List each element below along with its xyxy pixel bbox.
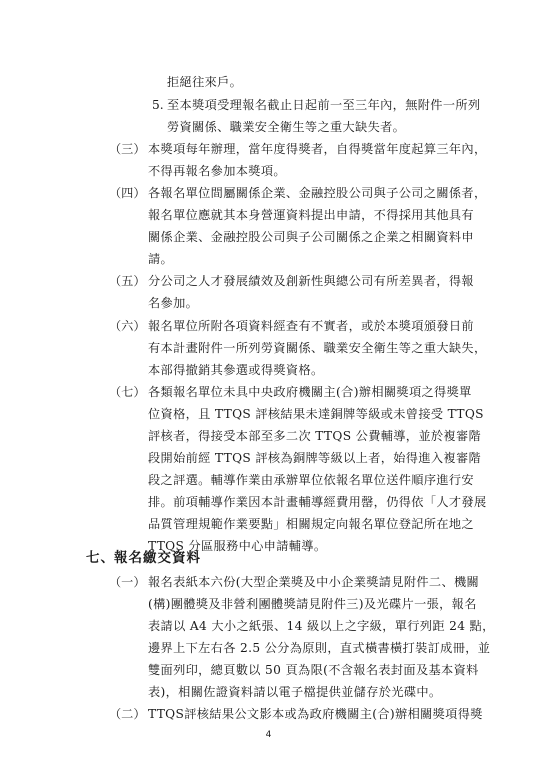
item-7-number: （七） [109,385,146,399]
item-5-line-2: 勞資關係、職業安全衛生等之重大缺失者。 [167,120,406,134]
sub-item-1-line-2: (構)團體獎及非營利團體獎請見附件三)及光碟片一張，報名 [148,597,477,611]
item-7-line-6: 排。前項輔導作業因本計畫輔導經費用罄，仍得依「人才發展 [148,495,487,509]
item-6-number: （六） [109,319,146,333]
item-5-line-1: 至本獎項受理報名截止日起前一至三年內，無附件一所列 [167,98,481,112]
item-7-line-1: 各類報名單位未具中央政府機關主(合)辦相關獎項之得獎單 [148,385,472,399]
sub-item-1-line-1: 報名表紙本六份(大型企業獎及中小企業獎請見附件二、機關 [148,575,480,589]
item-4-line-3: 關係企業、金融控股公司與子公司關係之企業之相關資料申 [148,230,474,244]
sub-item-2-line-1: TTQS評核結果公文影本或為政府機關主(合)辦相關獎項得獎 [148,707,483,721]
section-title: 報名繳交資料 [114,550,201,566]
sub-item-1-line-4: 邊界上下左右各 2.5 公分為原則，直式橫書橫打裝訂成冊，並 [148,641,491,655]
item-7-line-7: 品質管理規範作業要點」相關規定向報名單位登記所在地之 [148,517,474,531]
item-3-line-1: 本獎項每年辦理，當年度得獎者，自得獎當年度起算三年內， [148,142,487,156]
item-7-line-3: 評核者，得接受本部至多二次 TTQS 公費輔導，並於複審階 [148,429,482,443]
item-4-line-2: 報名單位應就其本身營運資料提出申請，不得採用其他具有 [148,208,474,222]
continuation-line: 拒絕往來戶。 [167,75,243,89]
sub-item-1-line-6: 表)，相關佐證資料請以電子檔提供並儲存於光碟中。 [148,685,442,699]
item-7-line-8: TTQS 分區服務中心申請輔導。 [148,539,327,553]
item-3-line-2: 不得再報名參加本獎項。 [148,164,286,178]
section-number: 七、 [86,550,115,566]
item-6-line-1: 報名單位所附各項資料經查有不實者，或於本獎項頒發日前 [148,319,474,333]
page-number: 4 [265,730,272,740]
item-5-number: 5. [152,98,164,112]
item-4-number: （四） [109,186,146,200]
item-7-line-2: 位資格，且 TTQS 評核結果未達銅牌等級或未曾接受 TTQS [148,407,484,421]
item-4-line-1: 各報名單位間屬關係企業、金融控股公司與子公司之關係者， [148,186,487,200]
item-7-line-5: 段之評選。輔導作業由承辦單位依報名單位送件順序進行安 [148,473,474,487]
item-6-line-2: 有本計畫附件一所列勞資關係、職業安全衛生等之重大缺失， [148,341,487,355]
item-5b-number: （五） [109,274,146,288]
item-4-line-4: 請。 [148,252,174,266]
sub-item-1-line-5: 雙面列印，總頁數以 50 頁為限(不含報名表封面及基本資料 [148,663,479,677]
item-5b-line-1: 分公司之人才發展績效及創新性與總公司有所差異者，得報 [148,274,474,288]
item-3-number: （三） [109,142,146,156]
sub-item-1-line-3: 表請以 A4 大小之紙張、14 級以上之字級，單行列距 24 點， [148,619,495,633]
item-6-line-3: 本部得撤銷其參選或得獎資格。 [148,363,324,377]
sub-item-2-number: （二） [109,707,146,721]
item-5b-line-2: 名參加。 [148,296,199,310]
item-7-line-4: 段開始前經 TTQS 評核為銅牌等級以上者，始得進入複審階 [148,451,482,465]
sub-item-1-number: （一） [109,575,146,589]
